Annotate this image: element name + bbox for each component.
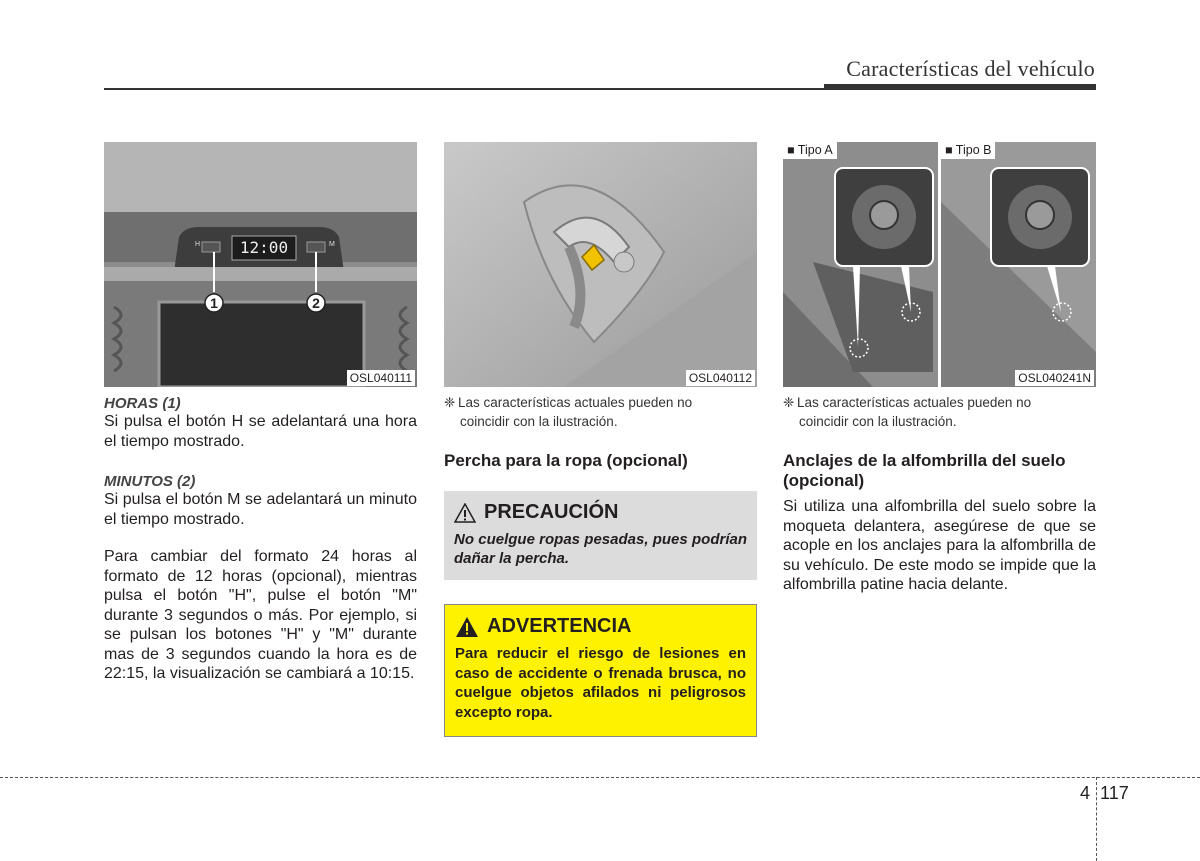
minute-button-label: M — [329, 241, 335, 248]
note-line-2: coincidir con la ilustración. — [460, 414, 618, 429]
column-coat-hook — [444, 142, 757, 737]
caution-title-row — [454, 501, 747, 524]
warning-title-row — [455, 615, 746, 638]
callout-2: 2 — [312, 295, 320, 311]
caution-box — [444, 491, 757, 580]
type-a-label: ■ Tipo A — [783, 142, 837, 159]
coat-hook-illustration — [444, 142, 757, 387]
figure-code: OSL040241N — [1015, 370, 1094, 386]
minutos-heading: MINUTOS (2) — [104, 473, 196, 490]
clock-figure — [104, 142, 417, 387]
dashboard-clock-illustration — [104, 142, 417, 387]
caution-title: PRECAUCIÓN — [484, 501, 619, 523]
figure-type-a — [783, 142, 938, 387]
warning-triangle-icon — [454, 503, 476, 523]
illustration-note — [444, 393, 757, 431]
warning-triangle-icon — [455, 616, 479, 638]
figure-code: OSL040111 — [347, 370, 415, 386]
callout-1: 1 — [210, 295, 218, 311]
illustration-note — [783, 393, 1096, 431]
warning-box — [444, 604, 757, 737]
floor-mat-section-title: Anclajes de la alfombrilla del suelo (opcional) — [783, 451, 1066, 490]
clock-display-text: 12:00 — [239, 238, 289, 257]
header-rule-accent — [824, 84, 1096, 90]
floor-anchor-type-a-illustration — [783, 142, 938, 387]
figure-type-b — [941, 142, 1096, 387]
floor-mat-figure — [783, 142, 1096, 387]
hour-button-label: H — [195, 241, 201, 248]
page-number-value: 117 — [1100, 783, 1129, 803]
chapter-number: 4 — [1080, 783, 1091, 803]
floor-mat-text: Si utiliza una alfombrilla del suelo sobre la moqueta delantera, asegúrese de que se acople en los anclajes para la alfombrilla de su vehículo. De este modo se impide que la alfombrilla patine hacia delante. — [783, 498, 1096, 593]
note-symbol: ❈ — [783, 395, 795, 410]
warning-title: ADVERTENCIA — [487, 615, 632, 637]
footer-dashed-rule — [0, 777, 1200, 778]
page-header-title: Características del vehículo — [846, 56, 1095, 81]
caution-text: No cuelgue ropas pesadas, pues podrían dañar la percha. — [454, 531, 747, 567]
column-clock — [104, 142, 417, 684]
horas-text: Si pulsa el botón H se adelantará una hora el tiempo mostrado. — [104, 413, 417, 450]
page-number — [1080, 783, 1129, 804]
note-line-2: coincidir con la ilustración. — [799, 414, 957, 429]
format-instructions: Para cambiar del formato 24 horas al formato de 12 horas (opcional), mientras pulsa el botón "H", pulse el botón "M" durante 3 segundos o más. Por ejemplo, si se pulsan los botones "H" y "M" durante mas de 3 segundos cuando la hora es de 22:15, la visualización se cambiará a 10:15. — [104, 548, 417, 682]
note-line-1: Las características actuales pueden no — [458, 395, 693, 410]
note-symbol: ❈ — [444, 395, 456, 410]
minutos-text: Si pulsa el botón M se adelantará un minuto el tiempo mostrado. — [104, 491, 417, 528]
note-line-1: Las características actuales pueden no — [797, 395, 1032, 410]
floor-anchor-type-b-illustration — [941, 142, 1096, 387]
type-b-label: ■ Tipo B — [941, 142, 995, 159]
column-floor-mat — [783, 142, 1096, 595]
figure-code: OSL040112 — [686, 370, 755, 386]
coat-hook-figure — [444, 142, 757, 387]
warning-text: Para reducir el riesgo de lesiones en caso de accidente o frenada brusca, no cuelgue objetos afilados ni peligrosos excepto ropa. — [455, 645, 746, 721]
coat-hook-section-title: Percha para la ropa (opcional) — [444, 451, 688, 470]
horas-heading: HORAS (1) — [104, 395, 181, 412]
